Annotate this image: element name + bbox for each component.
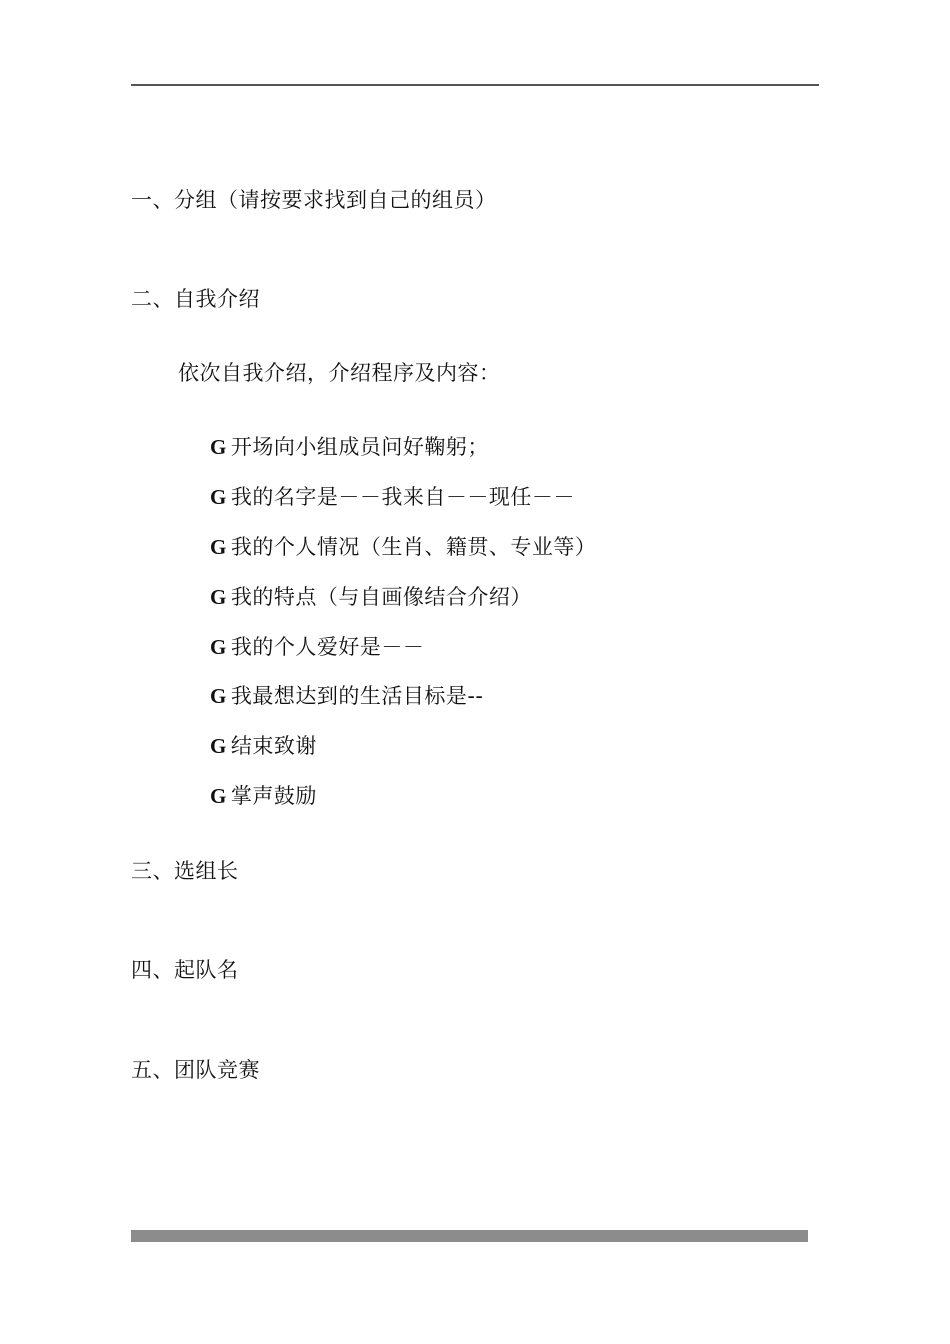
header-rule — [131, 84, 819, 86]
list-item — [210, 433, 489, 461]
section-heading-1: 一、分组（请按要求找到自己的组员） — [131, 188, 497, 212]
intro-paragraph: 依次自我介绍，介绍程序及内容： — [178, 361, 501, 385]
section-heading-2: 二、自我介绍 — [131, 287, 260, 311]
section-heading-5: 五、团队竞赛 — [131, 1058, 260, 1082]
footer-rule — [131, 1230, 808, 1242]
bullet-glyph: G — [210, 485, 227, 509]
bullet-glyph: G — [210, 435, 227, 459]
list-item-text: 我的个人爱好是－－ — [230, 635, 425, 659]
list-item-text: 结束致谢 — [230, 734, 317, 758]
bullet-glyph: G — [210, 684, 227, 708]
bullet-glyph: G — [210, 635, 227, 659]
list-item — [210, 633, 424, 661]
list-item — [210, 483, 575, 511]
bullet-glyph: G — [210, 535, 227, 559]
list-item-text: 我的特点（与自画像结合介绍） — [230, 585, 532, 609]
list-item-text: 我最想达到的生活目标是-- — [230, 684, 484, 708]
section-heading-3: 三、选组长 — [131, 859, 239, 883]
bullet-glyph: G — [210, 585, 227, 609]
list-item — [210, 782, 317, 810]
bullet-glyph: G — [210, 784, 227, 808]
list-item — [210, 682, 484, 710]
section-heading-4: 四、起队名 — [131, 958, 239, 982]
list-item — [210, 533, 596, 561]
list-item-text: 掌声鼓励 — [230, 784, 317, 808]
list-item-text: 我的名字是－－我来自－－现任－－ — [230, 485, 575, 509]
list-item-text: 我的个人情况（生肖、籍贯、专业等） — [230, 535, 597, 559]
list-item-text: 开场向小组成员问好鞠躬； — [230, 435, 489, 459]
bullet-glyph: G — [210, 734, 227, 758]
list-item — [210, 583, 532, 611]
list-item — [210, 732, 317, 760]
